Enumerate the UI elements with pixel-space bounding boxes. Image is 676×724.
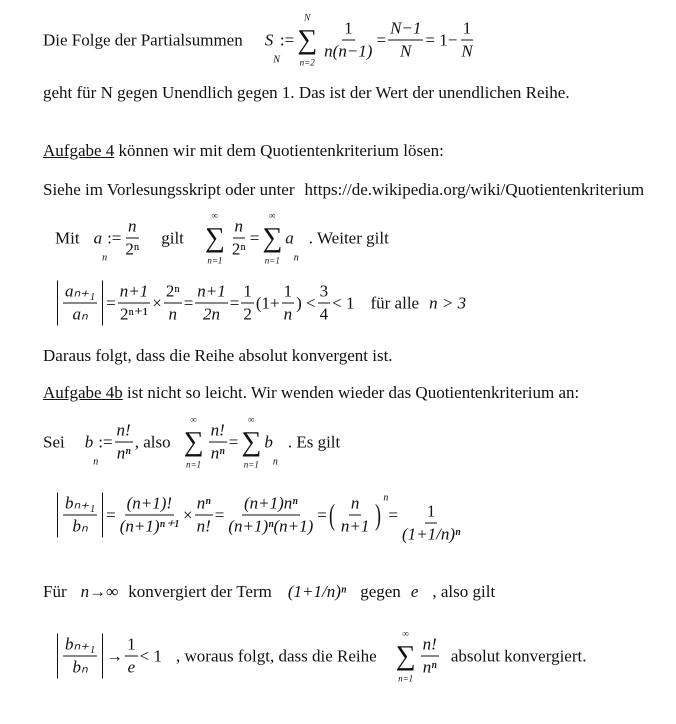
- line-limit: [43, 581, 495, 603]
- sum-symbol: ∞ ∑ n=1: [183, 414, 204, 470]
- num: N−1: [388, 18, 423, 41]
- eq: =: [249, 228, 260, 247]
- math-s: S: [264, 30, 274, 49]
- den: nⁿ: [210, 443, 225, 463]
- text: Die Folge der Partialsummen: [43, 30, 243, 49]
- math: :=: [98, 432, 113, 451]
- den: N: [461, 41, 473, 61]
- num: 2ⁿ: [164, 281, 182, 304]
- line-ratio-a: [57, 281, 466, 326]
- den: 2ⁿ⁺¹: [120, 304, 148, 324]
- wikipedia-url[interactable]: https://de.wikipedia.org/wiki/Quotientenkriterium: [304, 180, 645, 199]
- sum-top: ∞: [402, 628, 409, 639]
- eq: =: [106, 505, 116, 524]
- text: können wir mit dem Quotientenkriterium lösen:: [114, 141, 444, 160]
- math: :=: [107, 228, 122, 247]
- num: bₙ₊₁: [63, 634, 97, 657]
- text: Für: [43, 582, 67, 601]
- num: n: [349, 493, 362, 516]
- den: 2n: [203, 304, 221, 324]
- sum-top: ∞: [248, 414, 255, 425]
- math: ): [296, 293, 302, 312]
- math: n→∞: [80, 582, 119, 601]
- aufgabe-4-link[interactable]: Aufgabe 4: [43, 141, 115, 160]
- arrow: →: [106, 646, 124, 665]
- line-partial-sums: [43, 12, 477, 69]
- den: nⁿ: [116, 443, 131, 463]
- sum-bottom: n=1: [264, 255, 280, 266]
- sum-top: ∞: [190, 414, 197, 425]
- text: Sei: [43, 432, 65, 451]
- num: 3: [318, 281, 331, 304]
- math: a: [285, 228, 294, 247]
- den: bₙ: [72, 516, 88, 536]
- fraction: [123, 216, 141, 261]
- math: a: [93, 228, 103, 247]
- eq: =: [229, 293, 240, 312]
- exponent: n: [383, 492, 389, 504]
- paragraph: [43, 382, 579, 404]
- sum-bottom: n=1: [243, 459, 259, 470]
- text: für alle: [370, 293, 420, 312]
- math: n > 3: [429, 293, 467, 312]
- den: nⁿ: [422, 657, 437, 677]
- num: 1: [282, 281, 295, 304]
- fraction: [230, 216, 248, 261]
- eq: =: [214, 505, 225, 524]
- den: 2ⁿ: [125, 239, 140, 259]
- eq: =: [106, 293, 116, 312]
- times: ×: [152, 293, 162, 312]
- num: (n+1)!: [125, 493, 174, 516]
- fraction: [388, 18, 423, 63]
- text: konvergiert der Term: [128, 582, 272, 601]
- eq: = 1−: [425, 30, 458, 49]
- num: 1: [425, 501, 438, 524]
- num: n!: [421, 634, 439, 657]
- eq: =: [376, 30, 387, 49]
- text: , also: [134, 432, 171, 451]
- text: Mit: [55, 228, 80, 247]
- sum-bottom: n=1: [398, 673, 414, 684]
- sum-bottom: n=1: [207, 255, 223, 266]
- den: bₙ: [72, 657, 88, 677]
- paragraph: [43, 140, 444, 162]
- paragraph: Daraus folgt, dass die Reihe absolut konvergent ist.: [43, 346, 393, 365]
- math: e: [410, 582, 419, 601]
- num: n: [126, 216, 139, 239]
- den: aₙ: [72, 304, 88, 324]
- text: gilt: [161, 228, 184, 247]
- num: nⁿ: [195, 493, 213, 516]
- line-definition-b: [43, 414, 340, 471]
- line-ratio-b: $\frac{\text{bₙ₊₁}}{\text{bₙ}}$ = $\frac{(n+1)!}{\text{(n+1)ⁿ⁺¹}}$ × $\frac{\text{nⁿ}}{n!}$ = $\frac{\text{(n+1)nⁿ}}{\text{(n+1)ⁿ(n+1)}}$ = ( $\frac{n}{n+1}$ ) $^n$ = $\frac{1}{\text{(1+1/n)ⁿ}}$: [57, 493, 464, 538]
- text: gegen: [360, 582, 401, 601]
- den: (n+1)ⁿ(n+1): [228, 516, 314, 536]
- num: 1: [342, 18, 355, 41]
- num: (n+1)nⁿ: [242, 493, 300, 516]
- den: N: [400, 41, 412, 61]
- eq: =: [317, 505, 327, 524]
- num: 1: [461, 18, 474, 41]
- num: n+1: [195, 281, 227, 304]
- aufgabe-4b-link[interactable]: Aufgabe 4b: [43, 383, 123, 402]
- num: aₙ₊₁: [63, 281, 97, 304]
- fraction: [459, 18, 474, 63]
- den: (1+1/n)ⁿ: [401, 524, 461, 544]
- num: n: [233, 216, 246, 239]
- line-conclusion: [57, 628, 586, 685]
- math: (1+1/n)ⁿ: [287, 582, 347, 601]
- absolute-value: [57, 634, 103, 679]
- den: n: [283, 304, 293, 324]
- sum-symbol: ∞ ∑ n=1: [395, 628, 416, 684]
- math: n: [272, 456, 278, 468]
- math: (1+: [255, 293, 280, 312]
- absolute-value: [57, 281, 103, 326]
- math-def: :=: [279, 30, 295, 49]
- sum-symbol: N ∑ n=2: [297, 12, 318, 68]
- math: b: [84, 432, 94, 451]
- den: n(n−1): [324, 41, 373, 61]
- fraction: [322, 18, 374, 63]
- den: n: [168, 304, 178, 324]
- math: <: [306, 293, 316, 312]
- num: 1: [241, 281, 254, 304]
- math: n: [93, 456, 99, 468]
- sum-symbol: ∞ ∑ n=1: [204, 210, 225, 266]
- eq: =: [228, 432, 239, 451]
- sum-symbol: ∞ ∑ n=1: [262, 210, 283, 266]
- num: n!: [115, 420, 133, 443]
- sum-top: N: [304, 12, 311, 23]
- math: n: [102, 252, 108, 264]
- sum-top: ∞: [211, 210, 219, 221]
- den: n+1: [340, 516, 370, 536]
- text: ist nicht so leicht. Wir wenden wieder das Quotientenkriterium an:: [122, 383, 580, 402]
- math-sub: N: [273, 54, 280, 66]
- text: , woraus folgt, dass die Reihe: [176, 646, 377, 665]
- sum-symbol: ∞ ∑ n=1: [241, 414, 262, 470]
- paragraph: [43, 179, 644, 201]
- sum-bottom: n=2: [299, 57, 315, 68]
- text: . Weiter gilt: [308, 228, 389, 247]
- math: < 1: [332, 293, 355, 312]
- text: . Es gilt: [287, 432, 341, 451]
- num: n+1: [118, 281, 150, 304]
- den: n!: [196, 516, 211, 536]
- eq: =: [388, 505, 398, 524]
- num: bₙ₊₁: [63, 493, 97, 516]
- den: 4: [319, 304, 329, 324]
- times: ×: [182, 505, 193, 524]
- absolute-value: [57, 493, 103, 538]
- den: (n+1)ⁿ⁺¹: [119, 516, 179, 536]
- math: < 1: [139, 646, 163, 665]
- den: 2: [243, 304, 252, 324]
- math: n: [293, 252, 299, 264]
- line-definition-a: [55, 210, 389, 267]
- den: e: [127, 657, 136, 677]
- num: n!: [209, 420, 227, 443]
- num: 1: [125, 634, 138, 657]
- math: b: [264, 432, 273, 451]
- den: 2ⁿ: [231, 239, 246, 259]
- text: , also gilt: [432, 582, 496, 601]
- paragraph: geht für N gegen Unendlich gegen 1. Das ist der Wert der unendlichen Reihe.: [43, 83, 570, 102]
- sum-top: ∞: [269, 210, 276, 221]
- sum-bottom: n=1: [186, 459, 202, 470]
- text: Siehe im Vorlesungsskript oder unter: [43, 180, 295, 199]
- eq: =: [183, 293, 194, 312]
- text: absolut konvergiert.: [450, 646, 587, 665]
